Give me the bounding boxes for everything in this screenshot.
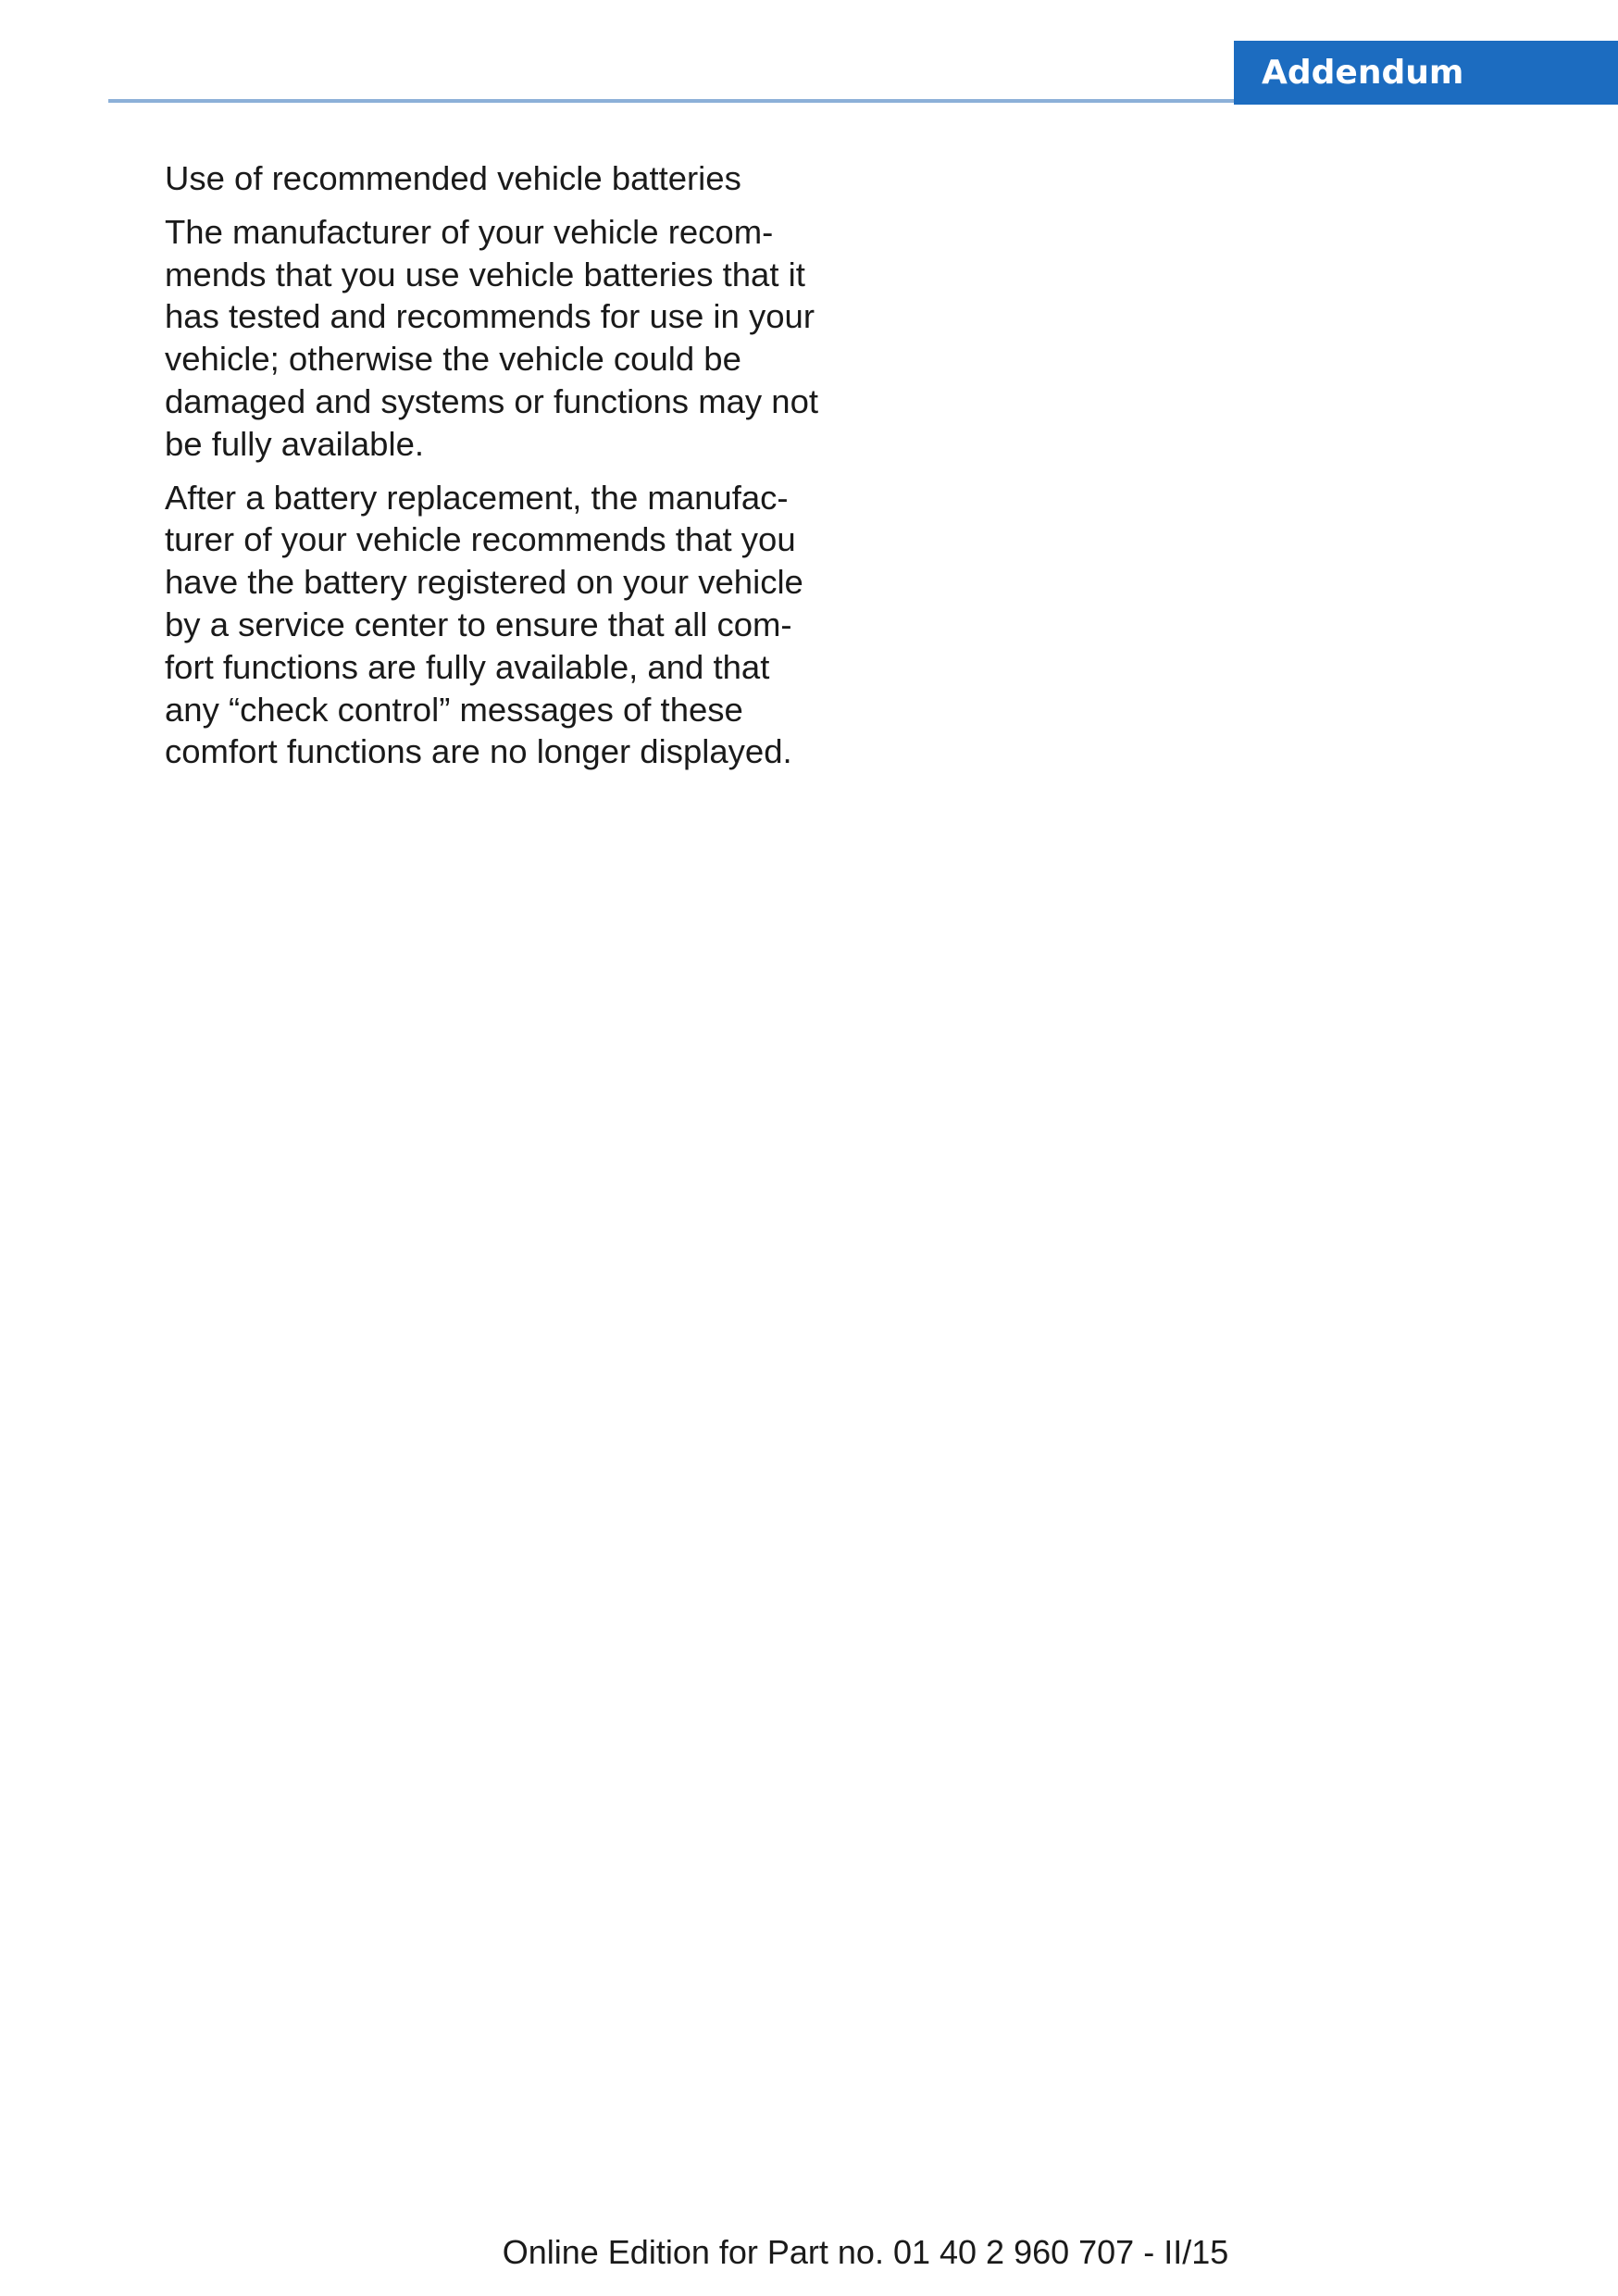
text-line: turer of your vehicle recommends that you — [165, 520, 796, 559]
text-line: damaged and systems or functions may not — [165, 381, 819, 420]
text-line: have the battery registered on your vehicle — [165, 563, 803, 602]
text-line: After a battery replacement, the manufac- — [165, 478, 789, 517]
text-line: mends that you use vehicle batteries that it — [165, 255, 805, 293]
text-line: any “check control” messages of these — [165, 690, 743, 729]
text-line: be fully available. — [165, 424, 425, 463]
section-heading: Use of recommended vehicle batteries — [165, 159, 741, 197]
section-tab-label: Addendum — [1262, 54, 1464, 92]
paragraph-battery-registration — [165, 477, 831, 774]
text-line: fort functions are fully available, and that — [165, 647, 770, 686]
text-line: has tested and recommends for use in your — [165, 297, 815, 336]
section-tab — [1234, 41, 1618, 105]
footer-edition: Online Edition for Part no. 01 40 2 960 707 - II/15 — [502, 2233, 1229, 2271]
text-line: vehicle; otherwise the vehicle could be — [165, 340, 741, 379]
text-line: The manufacturer of your vehicle recom- — [165, 212, 774, 251]
main-content — [165, 157, 831, 784]
paragraph-battery-recommendation — [165, 211, 831, 466]
text-line: by a service center to ensure that all com- — [165, 605, 792, 643]
text-line: comfort functions are no longer displayed. — [165, 732, 792, 771]
